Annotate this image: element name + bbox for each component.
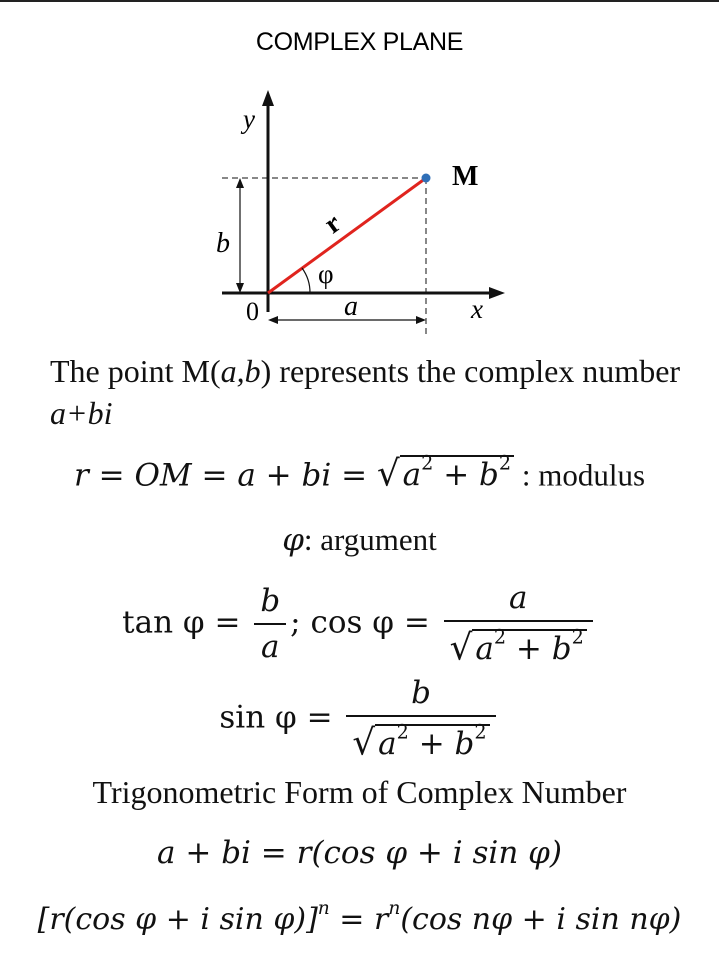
tan-denominator: a	[261, 629, 280, 666]
sin-formula	[0, 675, 719, 763]
modulus-exp-b: 2	[498, 452, 512, 475]
a-label: a	[344, 291, 358, 322]
tan-lhs: tan φ =	[122, 604, 251, 641]
r-label: r	[318, 207, 347, 241]
cos-numerator: a	[444, 580, 593, 622]
cos-exp-b: 2	[571, 626, 584, 649]
argument-line	[0, 522, 719, 558]
trig-form-formula: a + bi = r(cos φ + i sin φ)	[157, 835, 562, 871]
intro-text-ab: a,b	[220, 353, 261, 389]
modulus-exp-a: 2	[421, 452, 434, 475]
origin-label: 0	[246, 297, 259, 326]
y-label: y	[243, 104, 255, 134]
de-moivre-formula	[0, 898, 719, 937]
a-arrow-left	[268, 316, 278, 324]
cos-rad-b: + b	[506, 631, 572, 668]
sin-exp-a: 2	[396, 721, 409, 744]
de-moivre-rhs: (cos nφ + i sin nφ)	[400, 901, 682, 937]
modulus-suffix: : modulus	[514, 457, 646, 493]
sin-fraction	[346, 675, 495, 763]
phi-label: φ	[318, 259, 334, 289]
cos-exp-a: 2	[493, 626, 507, 649]
angle-arc	[302, 268, 310, 293]
modulus-rad-b: + b	[433, 457, 499, 494]
cos-lhs: ; cos φ =	[290, 604, 440, 641]
point-m	[422, 174, 431, 183]
cos-rad-a: a	[475, 631, 494, 668]
complex-plane-diagram	[0, 80, 719, 340]
tan-numerator: b	[254, 583, 286, 625]
sin-numerator: b	[346, 675, 495, 717]
cos-fraction	[444, 580, 593, 668]
intro-text-1: The point M(	[50, 353, 221, 389]
cos-sqrt: $√a^2 + b^2$	[450, 626, 587, 668]
argument-text: : argument	[303, 522, 437, 557]
sin-rad-b: + b	[408, 726, 475, 763]
x-label: x	[471, 294, 483, 324]
trig-heading: Trigonometric Form of Complex Number	[92, 774, 627, 810]
intro-paragraph	[50, 350, 690, 434]
b-arrow-top	[236, 178, 244, 188]
de-moivre-exp-rhs: n	[388, 898, 401, 919]
top-rule	[0, 0, 719, 2]
sin-sqrt: $√a^2 + b^2$	[352, 721, 489, 763]
sin-lhs: sin φ =	[219, 699, 343, 736]
y-axis-arrow	[262, 90, 274, 106]
argument-symbol: φ	[282, 522, 304, 558]
page-title: COMPLEX PLANE	[255, 28, 464, 56]
x-axis-arrow	[489, 287, 505, 299]
vector-r	[268, 178, 426, 293]
sin-rad-a: a	[378, 726, 397, 763]
de-moivre-lhs: [r(cos φ + i sin φ)]	[37, 901, 318, 937]
modulus-rad-a: a	[402, 457, 422, 494]
b-label: b	[216, 228, 230, 259]
point-label: M	[452, 161, 479, 192]
modulus-sqrt: $√a^2 + b^2$	[377, 452, 514, 494]
tan-fraction	[254, 583, 286, 665]
de-moivre-mid: = r	[329, 901, 389, 937]
sin-exp-b: 2	[474, 721, 487, 744]
de-moivre-exp-lhs: n	[317, 898, 330, 919]
intro-text-abi: a+bi	[50, 395, 113, 431]
intro-text-2: ) represents the complex number	[260, 353, 681, 389]
a-arrow-right	[416, 316, 426, 324]
modulus-lhs: r = OM = a + bi =	[73, 457, 377, 494]
tan-cos-formula	[0, 580, 719, 668]
modulus-formula	[0, 452, 719, 494]
